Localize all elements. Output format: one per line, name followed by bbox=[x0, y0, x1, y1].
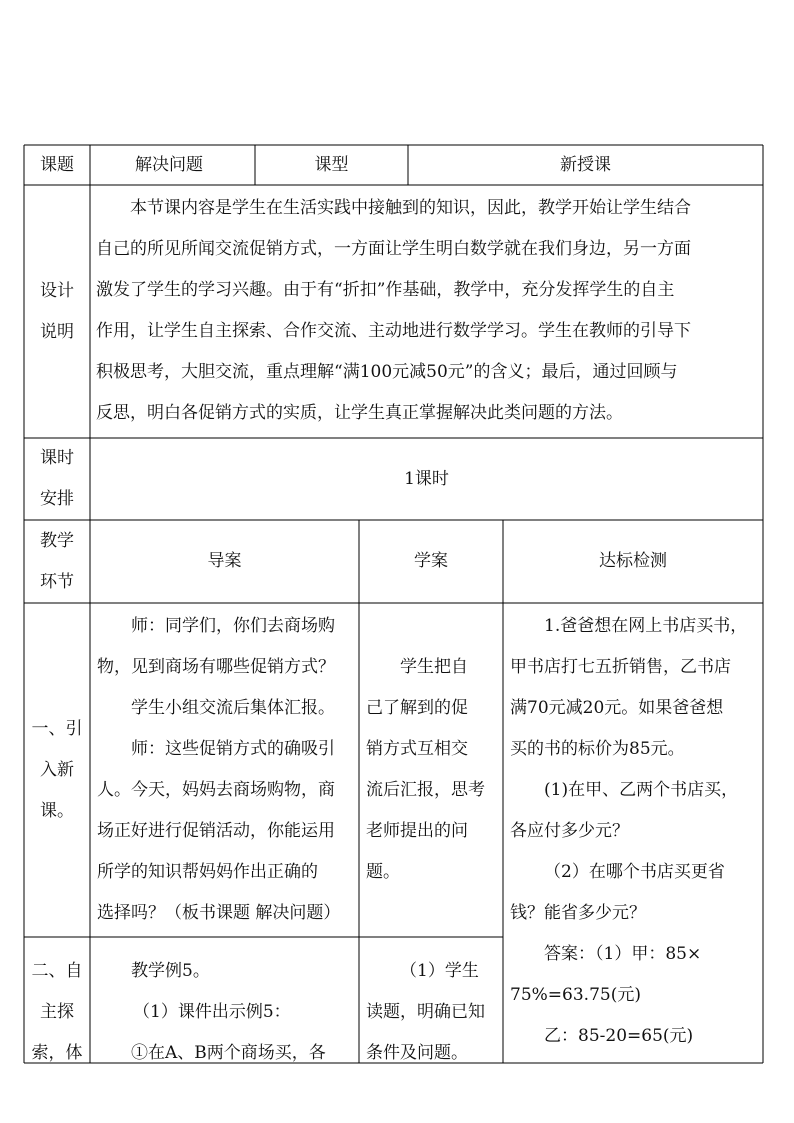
check-line: 甲书店打七五折销售，乙书店 bbox=[510, 657, 731, 677]
guide-line: 学生小组交流后集体汇报。 bbox=[131, 698, 335, 718]
section1-study bbox=[366, 647, 502, 893]
guide-line: 场正好进行促销活动，你能运用 bbox=[97, 821, 335, 841]
schedule-value: 1课时 bbox=[404, 468, 449, 489]
design-line: 自己的所见所闻交流促销方式，一方面让学生明白数学就在我们身边，另一方面 bbox=[96, 239, 691, 259]
lesson-type-value: 新授课 bbox=[560, 154, 611, 175]
section1-label-line: 课。 bbox=[40, 800, 74, 821]
design-line: 本节课内容是学生在生活实践中接触到的知识，因此，教学开始让学生结合 bbox=[130, 198, 691, 218]
schedule-label bbox=[24, 438, 90, 520]
check-header: 达标检测 bbox=[599, 551, 667, 571]
study-line: 条件及问题。 bbox=[366, 1043, 468, 1062]
design-label-line: 说明 bbox=[40, 321, 74, 342]
study-line: 题。 bbox=[366, 862, 400, 882]
study-line: 老师提出的问 bbox=[366, 821, 468, 841]
section1-label bbox=[24, 603, 90, 937]
guide-line: 教学例5。 bbox=[131, 961, 210, 981]
guide-line: 师：这些促销方式的确吸引 bbox=[131, 739, 335, 759]
design-line: 反思，明白各促销方式的实质，让学生真正掌握解决此类问题的方法。 bbox=[96, 403, 623, 423]
section1-guide bbox=[97, 606, 359, 934]
study-line: 己了解到的促 bbox=[366, 698, 468, 718]
check-line: 各应付多少元？ bbox=[510, 821, 629, 841]
design-label-line: 设计 bbox=[40, 280, 74, 301]
guide-line: 物，见到商场有哪些促销方式？ bbox=[97, 657, 335, 677]
study-header: 学案 bbox=[414, 551, 448, 571]
guide-line: 人。今天，妈妈去商场购物，商 bbox=[97, 780, 335, 800]
topic-label: 课题 bbox=[40, 154, 74, 175]
guide-line: 师：同学们，你们去商场购 bbox=[131, 616, 335, 636]
guide-line: （1）课件出示例5： bbox=[133, 1002, 291, 1022]
study-line: 销方式互相交 bbox=[366, 739, 468, 759]
design-text bbox=[96, 188, 762, 434]
design-line: 激发了学生的学习兴趣。由于有“折扣”作基础，教学中，充分发挥学生的自主 bbox=[96, 280, 675, 300]
section2-label-line: 主探 bbox=[40, 1002, 74, 1022]
stage-label-line: 教学 bbox=[40, 530, 74, 551]
schedule-label-line: 课时 bbox=[40, 448, 74, 468]
study-line: （1）学生 bbox=[400, 961, 479, 981]
stage-label bbox=[24, 520, 90, 603]
check-line: 买的书的标价为85元。 bbox=[510, 739, 685, 759]
section2-study bbox=[366, 951, 502, 1062]
guide-line: 所学的知识帮妈妈作出正确的 bbox=[97, 862, 318, 882]
guide-header: 导案 bbox=[207, 551, 242, 571]
section2-label-line: 索，体 bbox=[31, 1043, 83, 1062]
check-line: 满70元减20元。如果爸爸想 bbox=[510, 698, 724, 718]
check-content bbox=[510, 606, 762, 1062]
study-line: 学生把自 bbox=[400, 657, 468, 677]
check-line: 答案：（1）甲：85× bbox=[544, 944, 702, 964]
design-label bbox=[24, 185, 90, 438]
design-line: 作用，让学生自主探索、合作交流、主动地进行数学学习。学生在教师的引导下 bbox=[96, 321, 691, 341]
check-line: （2）在哪个书店买更省 bbox=[544, 862, 725, 882]
study-line: 流后汇报，思考 bbox=[366, 780, 485, 800]
lesson-type-label: 课型 bbox=[314, 154, 349, 175]
check-line: (1)在甲、乙两个书店买， bbox=[544, 780, 739, 800]
check-line: 钱？能省多少元？ bbox=[510, 903, 646, 923]
check-line: 乙：85-20=65(元) bbox=[544, 1026, 694, 1046]
stage-label-line: 环节 bbox=[40, 571, 74, 592]
check-line: 1.爸爸想在网上书店买书， bbox=[544, 616, 748, 636]
study-line: 读题，明确已知 bbox=[366, 1002, 485, 1022]
check-line: 75%=63.75(元) bbox=[510, 985, 641, 1005]
section1-label-line: 入新 bbox=[40, 759, 74, 780]
guide-line: ①在A、B两个商场买，各 bbox=[131, 1043, 326, 1062]
schedule-label-line: 安排 bbox=[40, 489, 74, 509]
section1-label-line: 一、引 bbox=[31, 718, 83, 739]
section2-guide bbox=[97, 951, 359, 1062]
guide-line: 选择吗？（板书课题 解决问题） bbox=[97, 903, 341, 923]
topic-value: 解决问题 bbox=[135, 154, 203, 175]
section2-label bbox=[24, 937, 90, 1062]
design-line: 积极思考，大胆交流，重点理解“满100元减50元”的含义；最后，通过回顾与 bbox=[96, 362, 678, 382]
section2-label-line: 二、自 bbox=[31, 961, 83, 981]
